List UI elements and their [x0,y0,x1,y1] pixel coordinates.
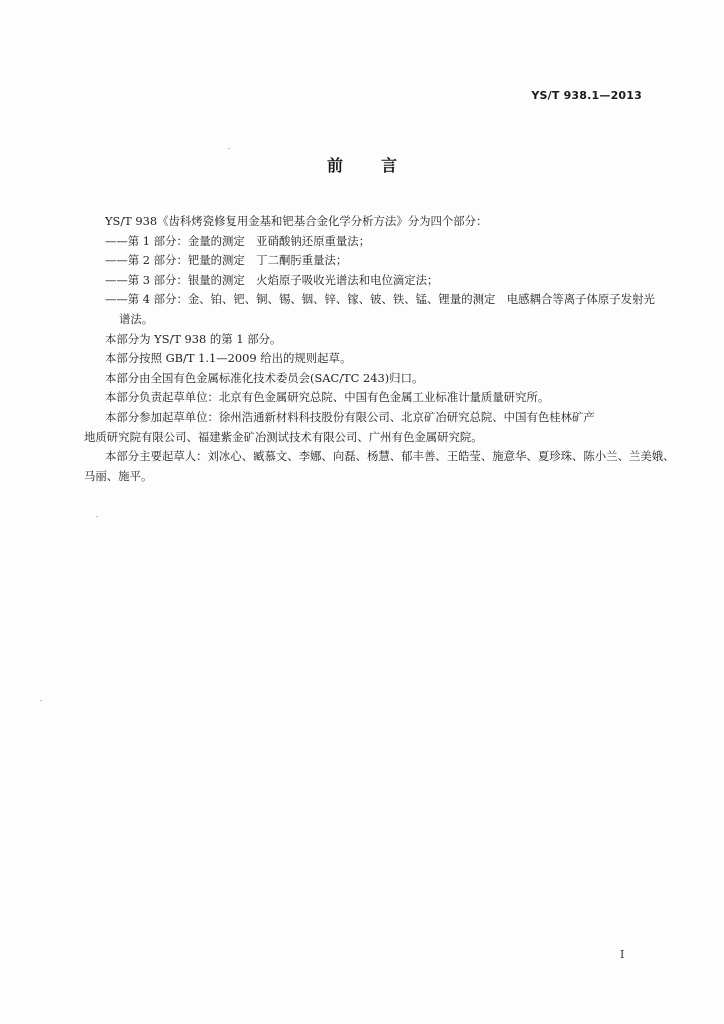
proposed-by-paragraph: 本部分由全国有色金属标准化技术委员会(SAC/TC 243)归口。 [105,370,424,385]
scan-speck [228,148,230,149]
responsible-units-paragraph: 本部分负责起草单位：北京有色金属研究总院、中国有色金属工业标准计量质量研究所。 [105,390,550,405]
part-list-item-4-continued: 谱法。 [119,311,154,326]
this-part-paragraph: 本部分为 YS/T 938 的第 1 部分。 [105,331,282,346]
drafters-line-2: 马丽、施平。 [84,468,153,483]
scan-speck [96,516,98,517]
page-title: 前言 [326,156,435,175]
drafting-rules-paragraph: 本部分按照 GB/T 1.1—2009 给出的规则起草。 [105,351,352,366]
intro-paragraph: YS/T 938《齿科烤瓷修复用金基和钯基合金化学分析方法》分为四个部分： [105,214,488,228]
part-list-item-2: ——第 2 部分：钯量的测定 丁二酮肟重量法； [105,253,348,268]
foreword-body [84,212,675,486]
participating-units-line-2: 地质研究院有限公司、福建紫金矿冶测试技术有限公司、广州有色金属研究院。 [84,429,483,444]
part-list-item-3: ——第 3 部分：银量的测定 火焰原子吸收光谱法和电位滴定法； [105,272,439,287]
scan-speck [40,700,42,701]
page-number: I [620,948,625,961]
participating-units-line-1: 本部分参加起草单位：徐州浩通新材料科技股份有限公司、北京矿冶研究总院、中国有色桂林矿产 [105,409,595,424]
part-list-item-1: ——第 1 部分：金量的测定 亚硝酸钠还原重量法； [105,233,371,248]
part-list-item-4: ——第 4 部分：金、铂、钯、铜、锡、铟、锌、镓、铍、铁、锰、锂量的测定 电感耦合等离子体原子发射光 [105,292,655,307]
drafters-line-1: 本部分主要起草人：刘冰心、臧慕文、李娜、向磊、杨慧、郁丰善、王皓莹、施意华、夏珍珠、陈小兰、兰美娥、 [105,449,675,464]
standard-number: YS/T 938.1—2013 [531,89,642,102]
